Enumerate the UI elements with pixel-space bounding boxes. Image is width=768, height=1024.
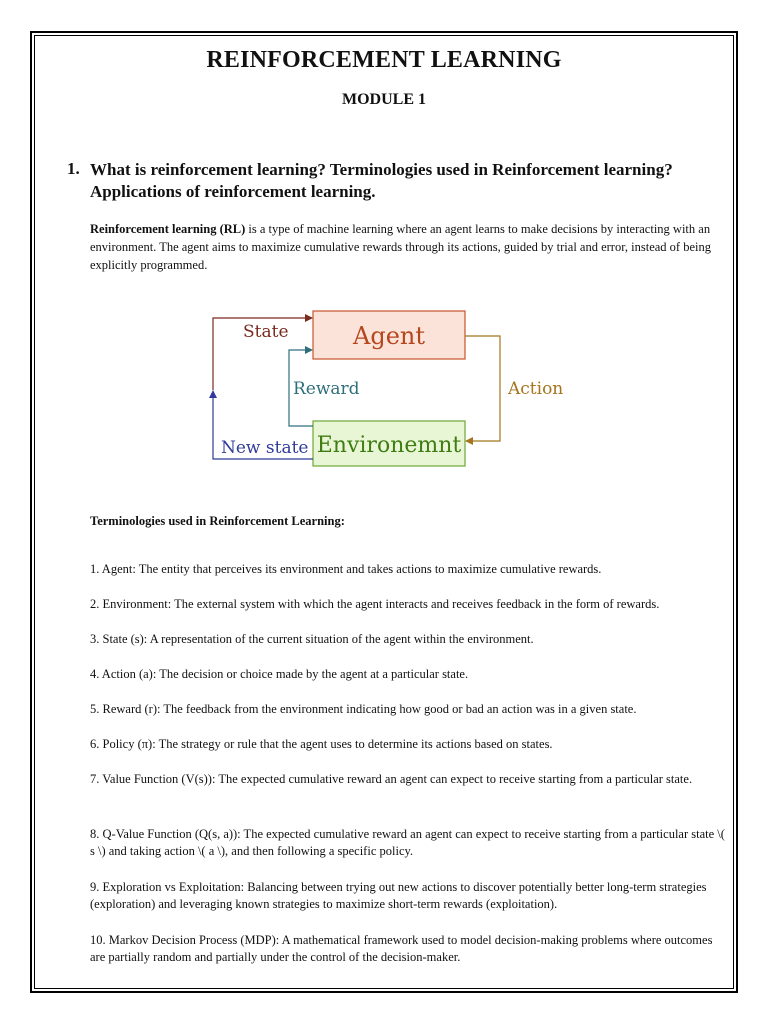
new-state-label: New state [221,438,309,458]
reward-label: Reward [293,379,360,399]
term-item: 10. Markov Decision Process (MDP): A mathematical framework used to model decision-making problems where outcomes are partially random and partially under the control of the decision-maker. [90,933,713,964]
intro-term: Reinforcement learning (RL) [90,222,246,236]
term-item: 9. Exploration vs Exploitation: Balancing between trying out new actions to discover potentially better long-term strategies (exploration) and leveraging known strategies to maximize short-term rewards (exploitation). [90,880,707,911]
intro-text: is a type of machine learning where an agent learns to make decisions by interacting with an environment. The agent aims to maximize cumulative rewards through its actions, guided by trial and error, instead of being explicitly programmed. [90,222,711,272]
term-item: 2. Environment: The external system with which the agent interacts and receives feedback in the form of rewards. [90,597,660,611]
document-title: REINFORCEMENT LEARNING [206,47,562,73]
environment-label: Environemnt [316,433,462,458]
question-number: 1. [67,159,80,178]
action-label: Action [508,379,564,399]
term-item: 5. Reward (r): The feedback from the environment indicating how good or bad an action was in a given state. [90,702,637,716]
term-item: 7. Value Function (V(s)): The expected cumulative reward an agent can expect to receive starting from a particular state. [90,772,693,786]
question-heading: What is reinforcement learning? Terminologies used in Reinforcement learning? Applications of reinforcement learning. [90,160,673,201]
agent-label: Agent [353,322,425,350]
state-label: State [243,322,289,342]
term-item: 3. State (s): A representation of the current situation of the agent within the environment. [90,632,534,646]
terminologies-heading: Terminologies used in Reinforcement Learning: [90,514,345,528]
action-arrow [465,336,500,441]
intro-paragraph [90,220,720,274]
term-item: 8. Q-Value Function (Q(s, a)): The expected cumulative reward an agent can expect to receive starting from a particular state \( s \) and taking action \( a \), and then following a specific policy. [90,827,725,858]
rl-cycle-diagram [205,300,575,475]
module-heading: MODULE 1 [342,91,426,108]
term-item: 1. Agent: The entity that perceives its environment and takes actions to maximize cumulative rewards. [90,562,602,576]
term-item: 4. Action (a): The decision or choice made by the agent at a particular state. [90,667,469,681]
term-item: 6. Policy (π): The strategy or rule that the agent uses to determine its actions based on states. [90,737,553,751]
